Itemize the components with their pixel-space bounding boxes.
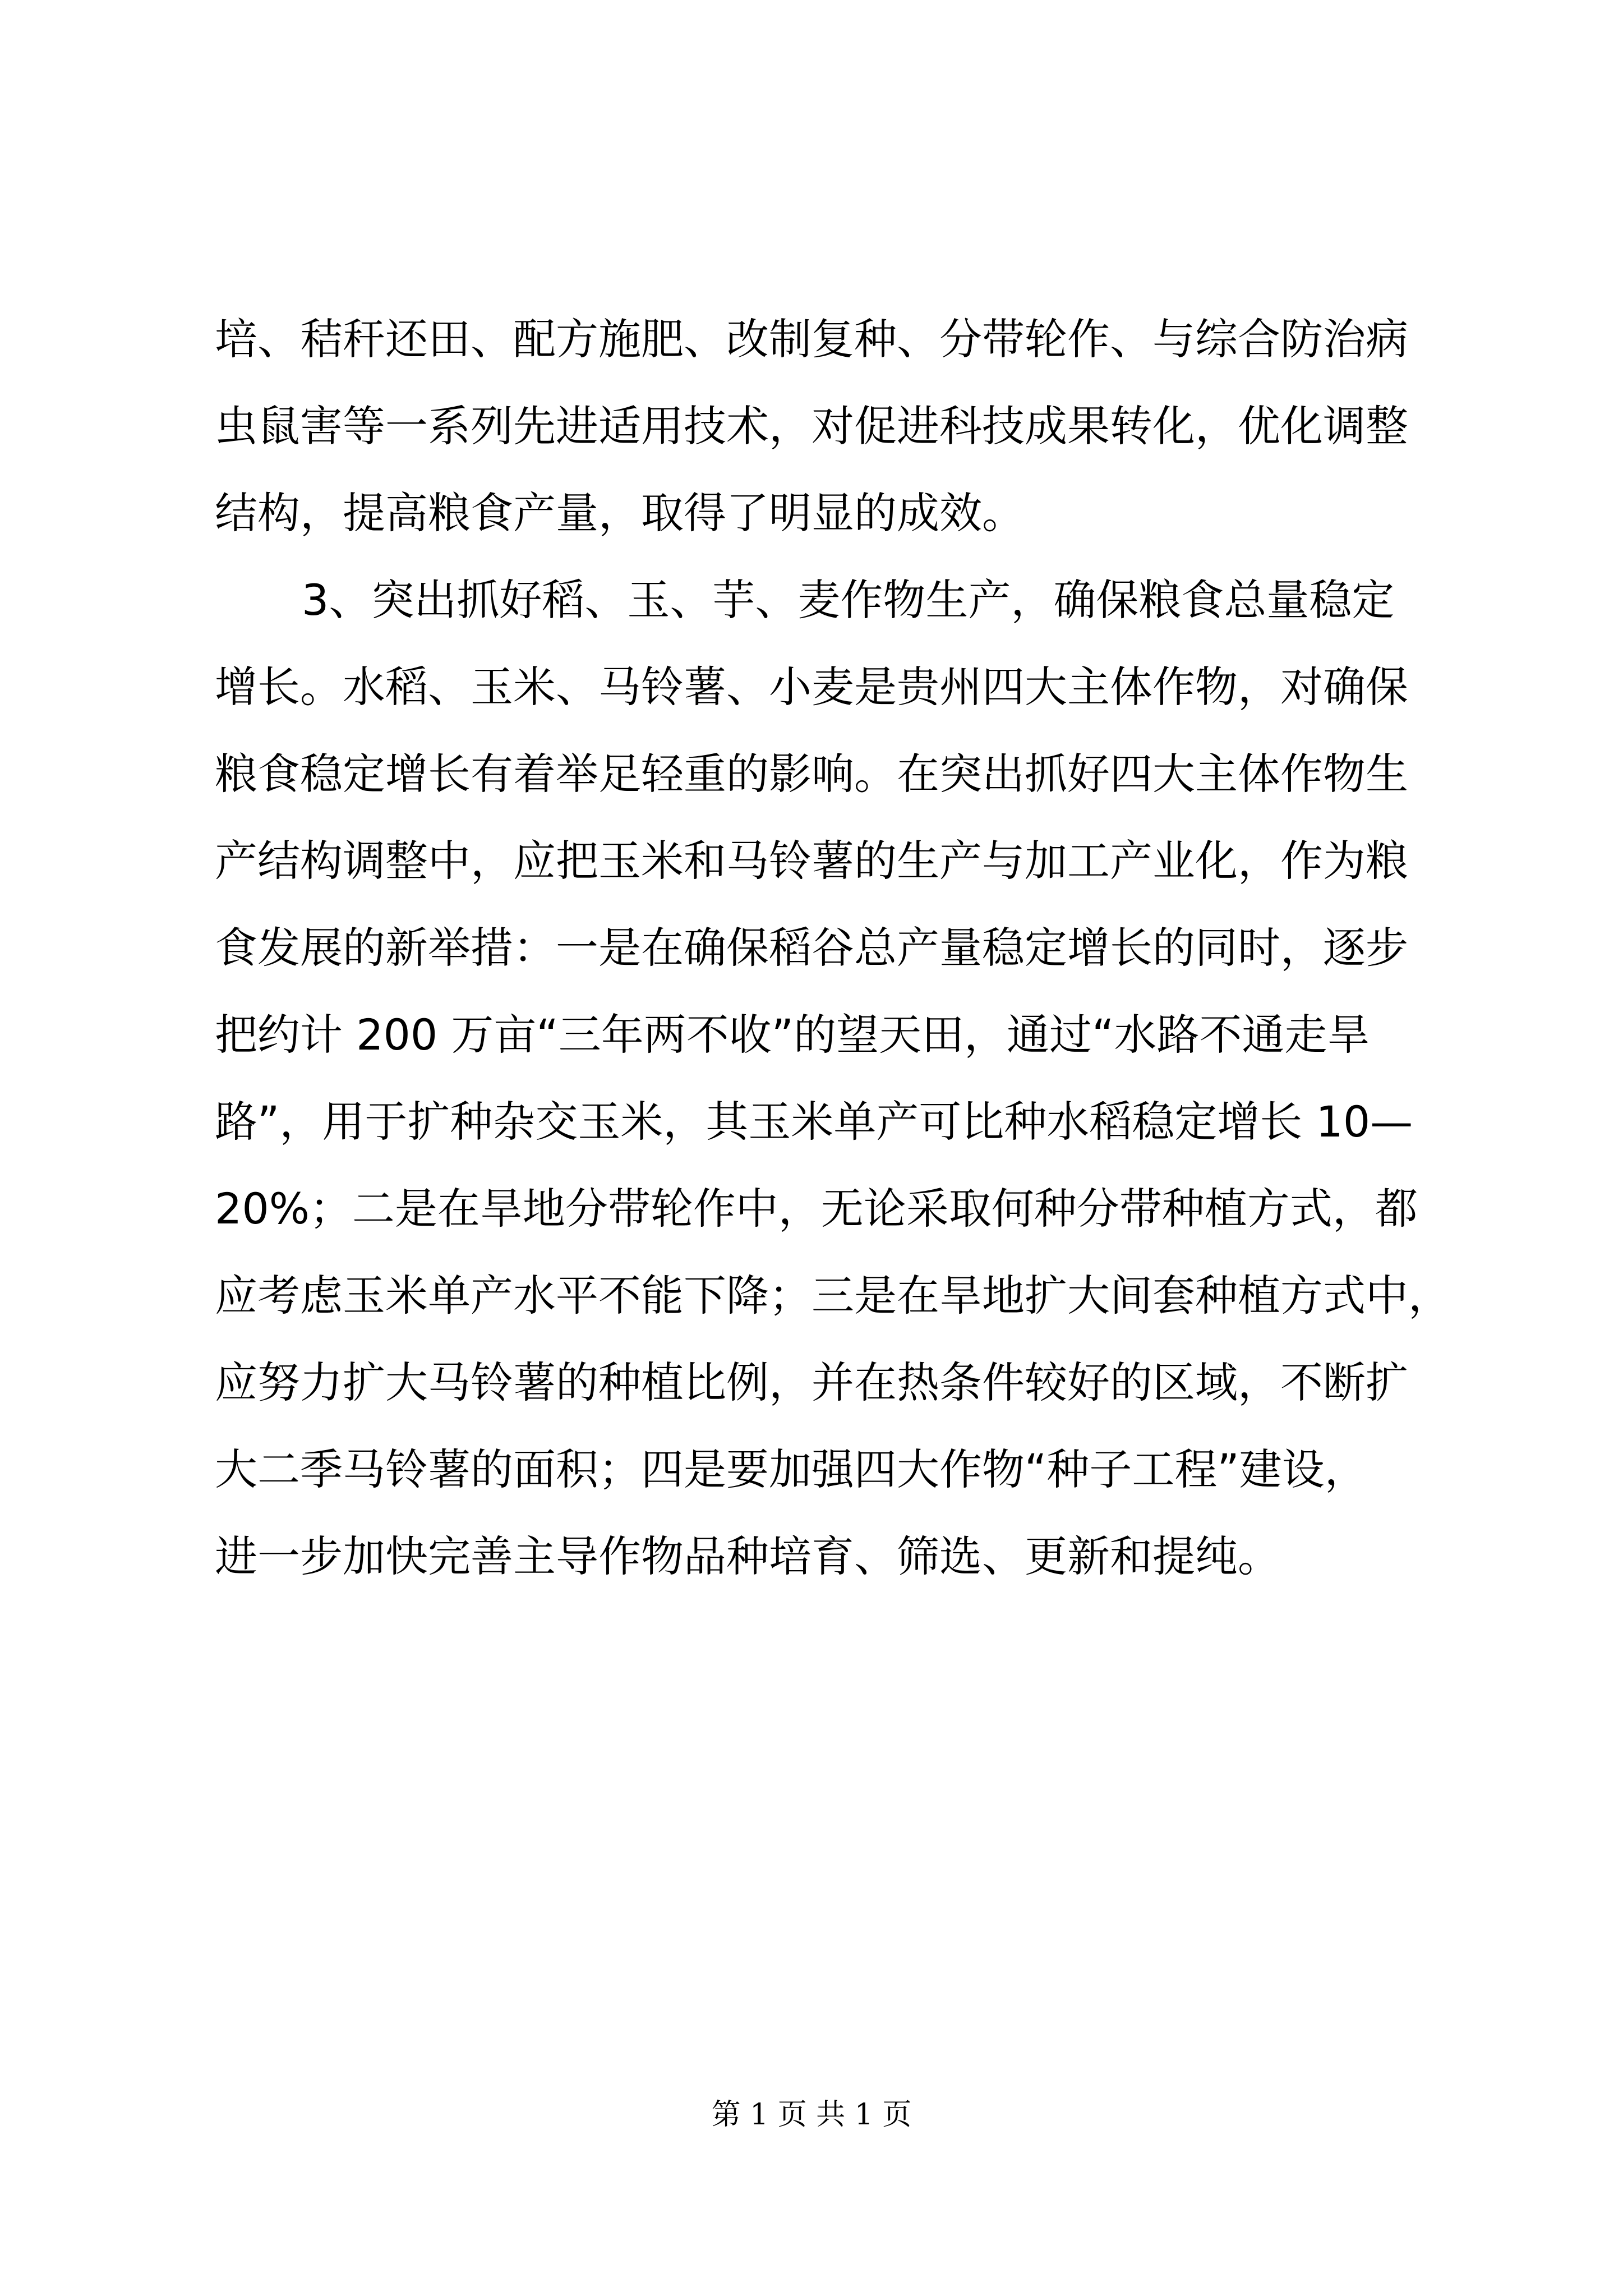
paragraph-line: 进一步加快完善主导作物品种培育、筛选、更新和提纯。 (215, 1531, 1280, 1581)
paragraph-line: 虫鼠害等一系列先进适用技术，对促进科技成果转化，优化调整 (215, 401, 1408, 451)
paragraph-line: 应努力扩大马铃薯的种植比例，并在热条件较好的区域，不断扩 (215, 1358, 1408, 1407)
paragraph-line: 粮食稳定增长有着举足轻重的影响。在突出抓好四大主体作物生 (215, 749, 1408, 799)
paragraph-line: 食发展的新举措：一是在确保稻谷总产量稳定增长的同时，逐步 (215, 923, 1408, 973)
paragraph-line: 20%；二是在旱地分带轮作中，无论采取何种分带种植方式，都 (215, 1184, 1418, 1234)
paragraph-line: 增长。水稻、玉米、马铃薯、小麦是贵州四大主体作物，对确保 (215, 662, 1408, 712)
paragraph-line: 路”，用于扩种杂交玉米，其玉米单产可比种水稻稳定增长 10— (215, 1097, 1413, 1147)
paragraph-line: 应考虑玉米单产水平不能下降；三是在旱地扩大间套种植方式中， (215, 1271, 1451, 1320)
paragraph-line: 产结构调整中，应把玉米和马铃薯的生产与加工产业化，作为粮 (215, 836, 1408, 886)
paragraph-line: 大二季马铃薯的面积；四是要加强四大作物“种子工程”建设， (215, 1444, 1367, 1494)
paragraph-line: 培、秸秆还田、配方施肥、改制复种、分带轮作、与综合防治病 (215, 314, 1408, 364)
paragraph-line: 结构，提高粮食产量，取得了明显的成效。 (215, 488, 1025, 538)
paragraph-line: 把约计 200 万亩“三年两不收”的望天田，通过“水路不通走旱 (215, 1010, 1370, 1060)
page-footer: 第 1 页 共 1 页 (711, 2098, 912, 2132)
paragraph-line: 3、突出抓好稻、玉、芋、麦作物生产，确保粮食总量稳定 (302, 575, 1395, 625)
